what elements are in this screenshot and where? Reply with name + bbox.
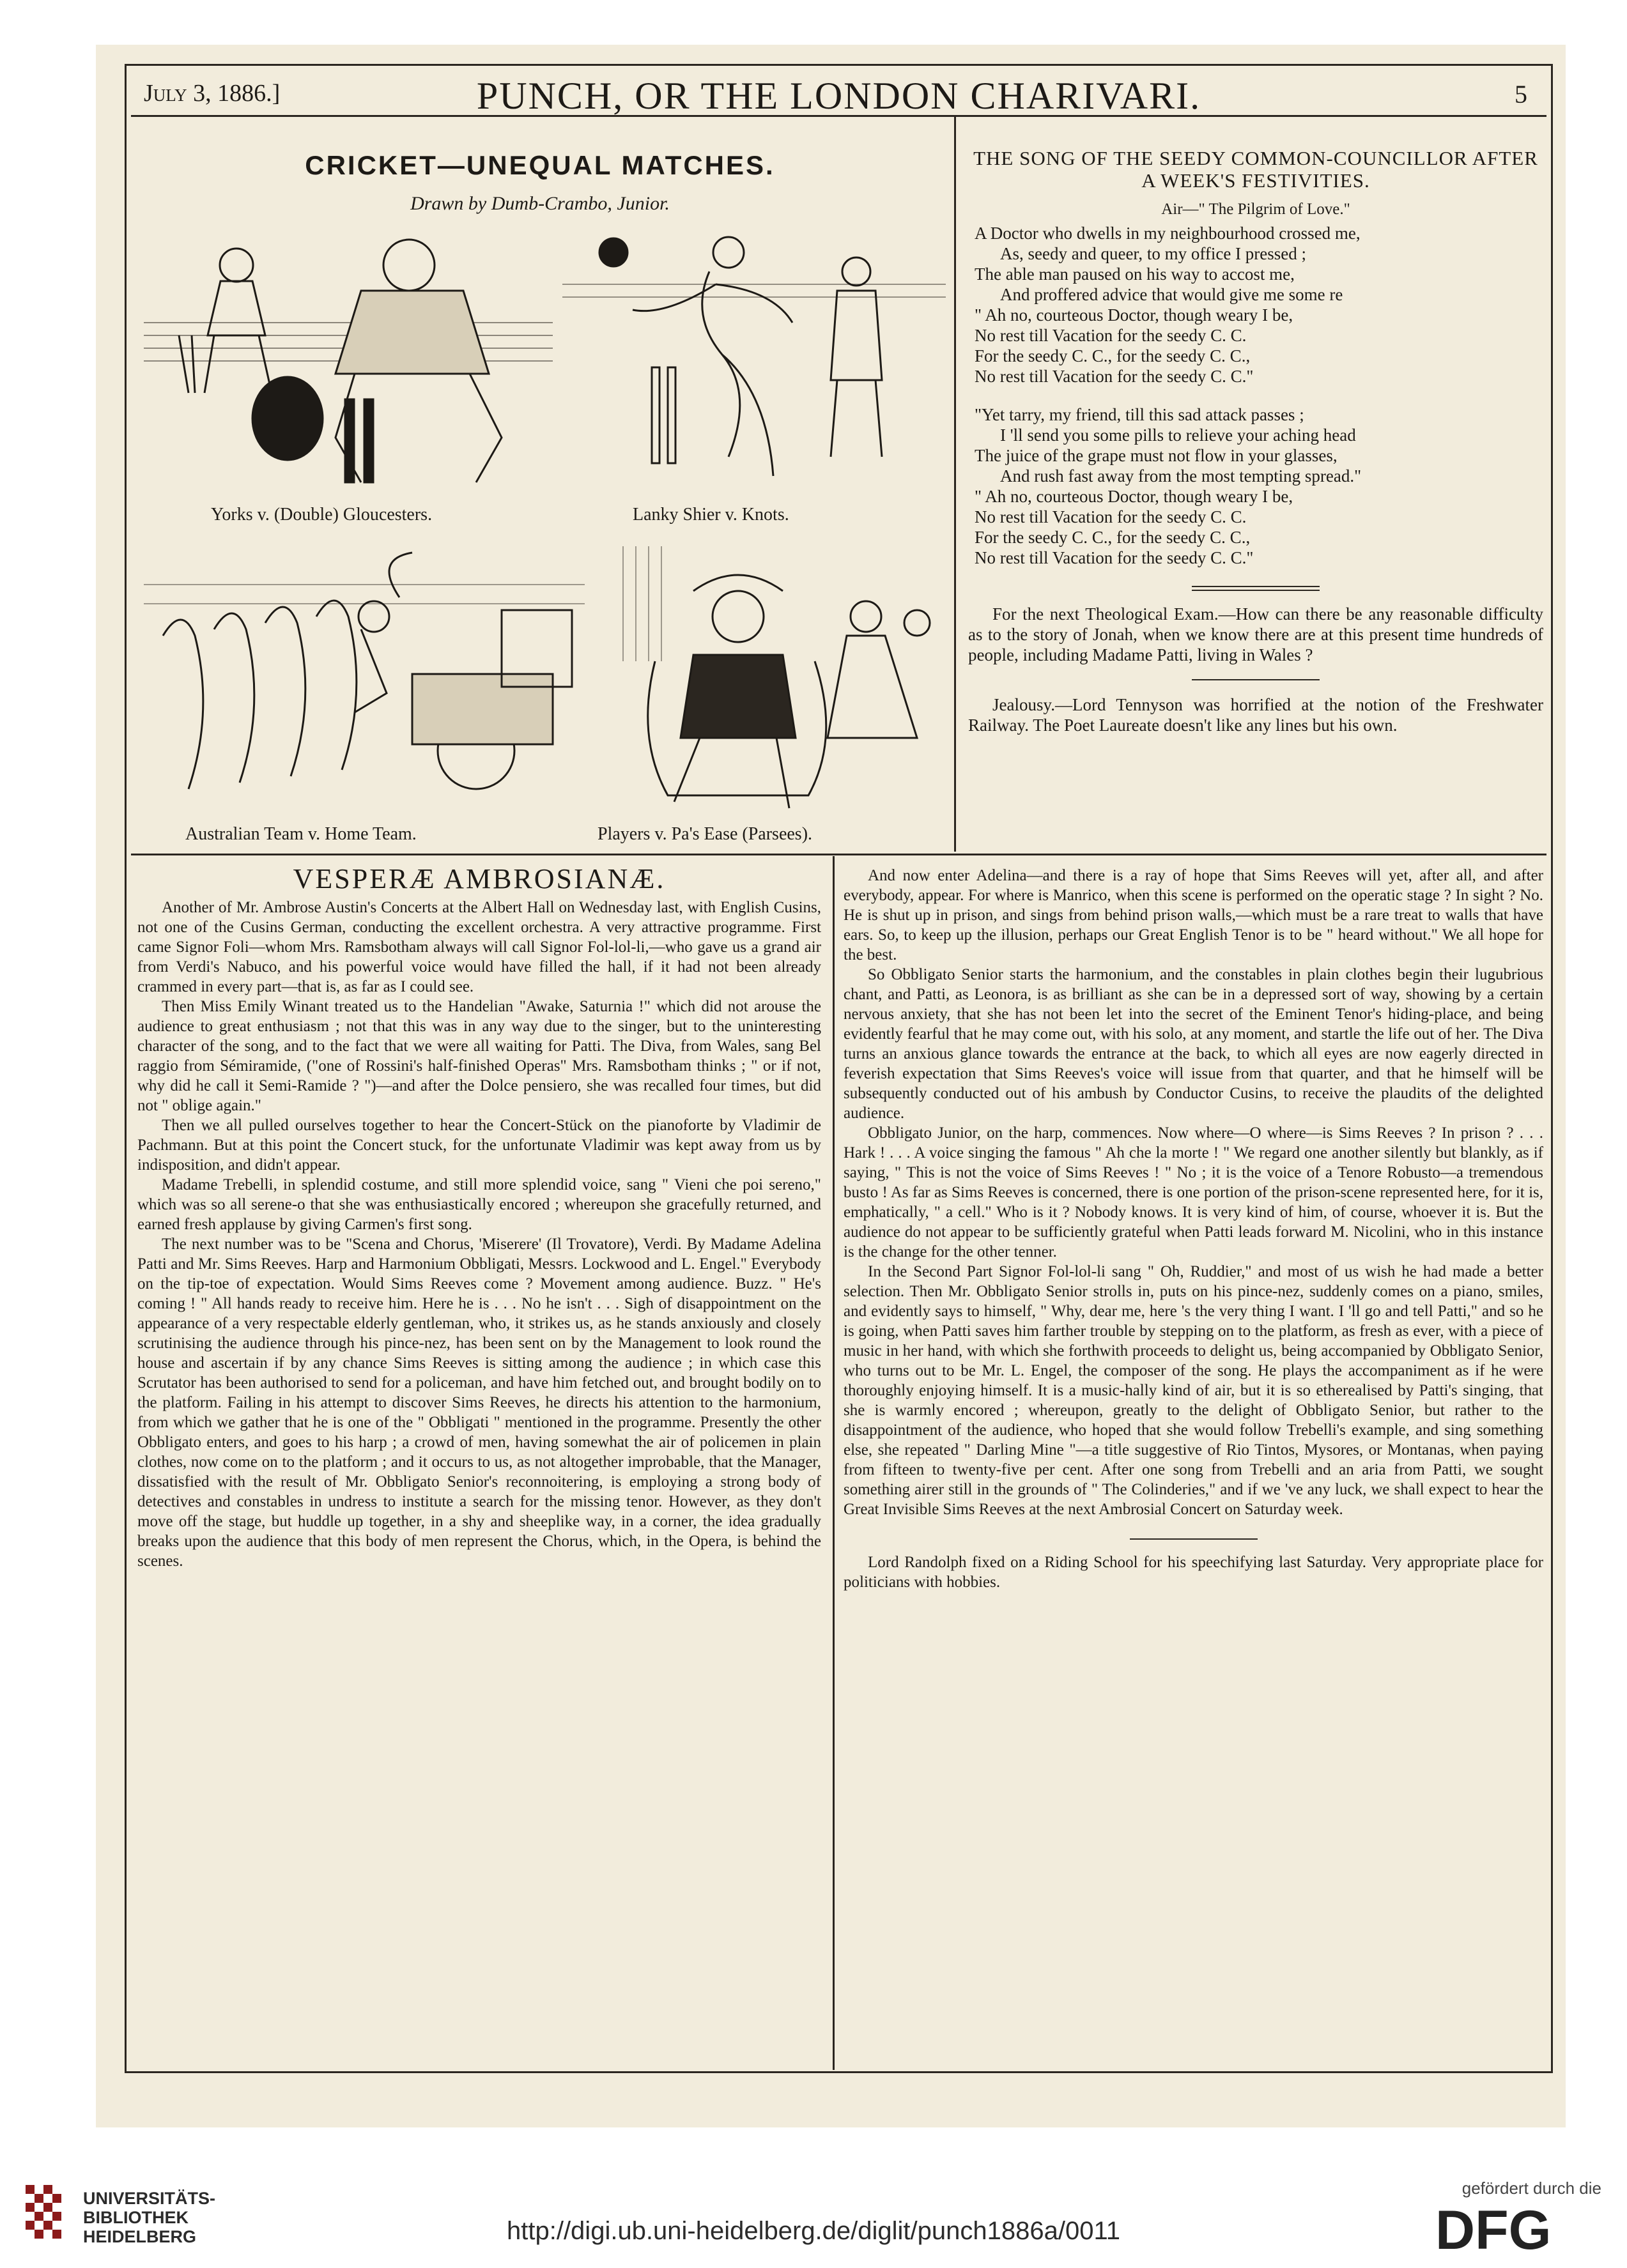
article-paragraph: So Obbligato Senior starts the harmonium, and the constables in plain clothes begin their lugubrious chant, and Patti, as Leonora, is as brilliant as she can be in a depressed sort of way, showing by a certain nervous anxiety, that she has not been let into the secret of the Eminent Tenor's hiding-place, and being evidently fearful that he may come out, with his solo, at any moment, and startle the life out of her. The Diva turns an anxious glance towards the entrance at the back, to which all eyes are now eagerly directed in feverish expectation that Sims Reeves's voice will issue from that quarter, and that he himself will be subsequently conducted out of his ambush by Conductor Cusins, to receive the plaudits of the delighted audience. bbox=[844, 966, 1543, 1122]
jealousy-note: Jealousy.—Lord Tennyson was horrified at the notion of the Freshwater Railway. The Poet Laureate doesn't like any lines but his own. bbox=[968, 695, 1543, 735]
cartoon-panel-batsman bbox=[144, 227, 553, 495]
article-headline: VESPERÆ AMBROSIANÆ. bbox=[293, 863, 666, 894]
cartoon-panel-kangaroos bbox=[144, 546, 585, 821]
divider bbox=[1130, 1538, 1258, 1540]
song-title: THE SONG OF THE SEEDY COMMON-COUNCILLOR AFTER A WEEK'S FESTIVITIES. bbox=[973, 147, 1538, 192]
song-air: Air—" The Pilgrim of Love." bbox=[1161, 201, 1350, 218]
song-stanza-1: A Doctor who dwells in my neighbourhood crossed me, As, seedy and queer, to my office I pressed ; The able man paused on his way to accost me, And proffered advice that would give me some re " Ah no, courteous Doctor, though weary I be, No rest till Vacation for the seedy C. C. For the seedy C. C., for the seedy C. C., No rest till Vacation for the seedy C. C." bbox=[975, 224, 1361, 386]
article-paragraph: Then Miss Emily Winant treated us to the Handelian "Awake, Saturnia !" which did not arouse the audience to great enthusiasm ; not that this was in any way due to the singer, but to the uninteresting character of the song, and to the fact that we were all waiting for Patti. The Diva, from Wales, sang Bel raggio from Sémiramide, ("one of Rossini's half-finished Operas" Mrs. Ramsbotham thinks ; " or if not, why did he call it Semi-Ramide ? ")—and after the Dolce pensiero, she was recalled four times, but did not " oblige again." bbox=[137, 998, 821, 1114]
page-header bbox=[131, 70, 1546, 117]
article-paragraph: And now enter Adelina—and there is a ray of hope that Sims Reeves will yet, after all, and after everybody, appear. For where is Manrico, when this scene is performed on the operatic stage ? In sight ? No. He is shut up in prison, and sings from behind prison walls,—which must be a rare treat to walls that have ears. So, to keep up the illusion, perhaps our Great English Tenor is to be " heard without." We all hope for the best. bbox=[844, 867, 1543, 963]
issue-date: July 3, 1886.] bbox=[144, 80, 281, 107]
dfg-logo-text: DFG bbox=[1435, 2203, 1552, 2254]
cartoon-panel-bowler bbox=[562, 227, 946, 495]
article-paragraph: Madame Trebelli, in splendid costume, and still more splendid voice, sang " Vieni che poi sereno," which was so all serene-o that she was enthusiastically encored ; whereupon she gracefully returned, and earned fresh applause by giving Carmen's first song. bbox=[137, 1176, 821, 1233]
panel-caption-1: Yorks v. (Double) Gloucesters. bbox=[211, 505, 433, 525]
article-paragraph: Another of Mr. Ambrose Austin's Concerts at the Albert Hall on Wednesday last, with English Cusins, not one of the Cusins German, conducting the excellent orchestra. A very attractive programme. First came Signor Foli—whom Mrs. Ramsbotham always will call Signor Fol-lol-li,—who gave us a grand air from Verdi's Nabuco, and his powerful voice would have filled the hall, if it had not been already crammed in every part—that is, as far as I could see. bbox=[137, 899, 821, 995]
divider bbox=[1192, 679, 1320, 680]
article-right-column bbox=[844, 866, 1543, 1592]
cartoon-credit: Drawn by Dumb-Crambo, Junior. bbox=[410, 193, 670, 214]
song-column bbox=[968, 147, 1543, 735]
divider bbox=[1192, 586, 1320, 591]
panel-caption-2: Lanky Shier v. Knots. bbox=[633, 505, 789, 525]
funding-note: gefördert durch die bbox=[1461, 2179, 1601, 2198]
dfg-logo-icon bbox=[1435, 2203, 1601, 2254]
permalink-url[interactable]: http://digi.ub.uni-heidelberg.de/diglit/punch1886a/0011 bbox=[507, 2217, 1120, 2245]
top-column-rule bbox=[954, 117, 956, 852]
article-paragraph: In the Second Part Signor Fol-lol-li sang " Oh, Ruddier," and most of us wish he had made a better selection. Then Mr. Obbligato Senior strolls in, puts on his pince-nez, suddenly comes on a piano, smiles, and evidently says to himself, " Why, dear me, here 's the very thing I want. I 'll go and tell Patti," and so he is going, when Patti saves him farther trouble by stepping on to the platform, as fresh as ever, with a piece of music in her hand, with which she forthwith proceeds to delight us, being accompanied by Obbligato Senior, who turns out to be Mr. L. Engel, the composer of the song. He plays the accompaniment as if he were thoroughly enjoying himself. It is a music-hally kind of air, but it is so etherealised by Patti's singing, that she is warmly encored ; whereupon, greatly to the delight of Obbligato Senior, but rather to the disappointment of the audience, who hoped that she would follow Trebelli's example, and sing something else, she repeated " Darling Mine "—a title suggestive of Rio Tintos, Mysores, or Montanas, when paying from fifteen to twenty-five per cent. After one song from Trebelli and an aria from Patti, we sought something airer still in the grounds of " The Colinderies," and if we 've any luck, we shall expect to hear the Great Invisible Sims Reeves at the next Ambrosial Concert on Saturday week. bbox=[844, 1263, 1543, 1518]
section-rule bbox=[131, 854, 1546, 855]
article-left-column bbox=[137, 863, 821, 1571]
library-name: UNIVERSITÄTS- BIBLIOTHEK HEIDELBERG bbox=[83, 2189, 216, 2246]
randolph-note: Lord Randolph fixed on a Riding School for his speechifying last Saturday. Very appropriate place for politicians with hobbies. bbox=[844, 1554, 1543, 1591]
page-number: 5 bbox=[1515, 80, 1527, 109]
bottom-column-rule bbox=[833, 856, 835, 2070]
cartoon-title: CRICKET—UNEQUAL MATCHES. bbox=[305, 150, 775, 180]
theological-exam-note: For the next Theological Exam.—How can there be any reasonable difficulty as to the story of Jonah, when we know there are at this present time hundreds of people, including Madame Patti, living in Wales ? bbox=[968, 604, 1543, 664]
panel-caption-3: Australian Team v. Home Team. bbox=[185, 824, 417, 844]
song-stanza-2: "Yet tarry, my friend, till this sad attack passes ; I 'll send you some pills to relieve your aching head The juice of the grape must not flow in your glasses, And rush fast away from the most tempting spread." " Ah no, courteous Doctor, though weary I be, No rest till Vacation for the seedy C. C. For the seedy C. C., for the seedy C. C., No rest till Vacation for the seedy C. C." bbox=[975, 405, 1362, 567]
viewer-footer bbox=[0, 2159, 1627, 2268]
article-paragraph: Then we all pulled ourselves together to hear the Concert-Stück on the pianoforte by Vladimir de Pachmann. But at this point the Concert stuck, for the unfortunate Vladimir was kept away from us by indisposition, and didn't appear. bbox=[137, 1117, 821, 1174]
cartoon-panel-armchair bbox=[598, 546, 946, 821]
panel-caption-4: Players v. Pa's Ease (Parsees). bbox=[598, 824, 813, 844]
article-paragraph: The next number was to be "Scena and Chorus, 'Miserere' (Il Trovatore), Verdi. By Madame Adelina Patti and Mr. Sims Reeves. Harp and Harmonium Obbligati, Messrs. Lockwood and L. Engel." Everybody on the tip-toe of expectation. Would Sims Reeves come ? Movement among audience. Buzz. " He's coming ! " All hands ready to receive him. Here he is . . . No he isn't . . . Sigh of disappointment on the appearance of a very respectable elderly gentleman, who, it strikes us, as he stands anxiously and closely scrutinising the audience through his pince-nez, has been sent on by the Management to look round the house and ascertain if by any chance Sims Reeves is sitting among the audience ; in which case this Scrutator has been authorised to send for a policeman, and have him fetched out, and brought bodily on to the platform. Failing in his attempt to discover Sims Reeves, he directs his attention to the harmonium, from which we gather that he is one of the " Obbligati " mentioned in the programme. Presently the other Obbligato enters, and goes to his harp ; a crowd of men, having somewhat the air of policemen in plain clothes, now come on to the platform ; and it occurs to us, as not altogether improbable, that the Manager, dissatisfied with the result of Mr. Obbligato Senior's reconnoitering, is employing a strong body of detectives and constables in undress to institute a search for the missing tenor. However, as they don't move off the stage, but huddle up together, in a shy and sheeplike way, in a corner, the idea gradually breaks upon the audience that this body of men represent the Chorus, which, in the Opera, is behind the scenes. bbox=[137, 1236, 821, 1570]
masthead: PUNCH, OR THE LONDON CHARIVARI. bbox=[476, 75, 1201, 117]
article-paragraph: Obbligato Junior, on the harp, commences. Now where—O where—is Sims Reeves ? In prison ? . . . Hark ! . . . A voice singing the famous " Ah che la morte ! " We regard one another silently but blankly, as if saying, " This is not the voice of Sims Reeves ! " No ; it is the voice of a Tenore Robusto—a tremendous busto ! As far as Sims Reeves is concerned, there is one portion of the prison-scene represented here, for it is, emphatically, " a cell." Who is it ? Nobody knows. It is very kind of him, of course, whoever it is. But the audience do not appear to be sufficiently grateful when Patti leads forward M. Nicolini, who in this instance is the change for the other tenner. bbox=[844, 1124, 1543, 1260]
